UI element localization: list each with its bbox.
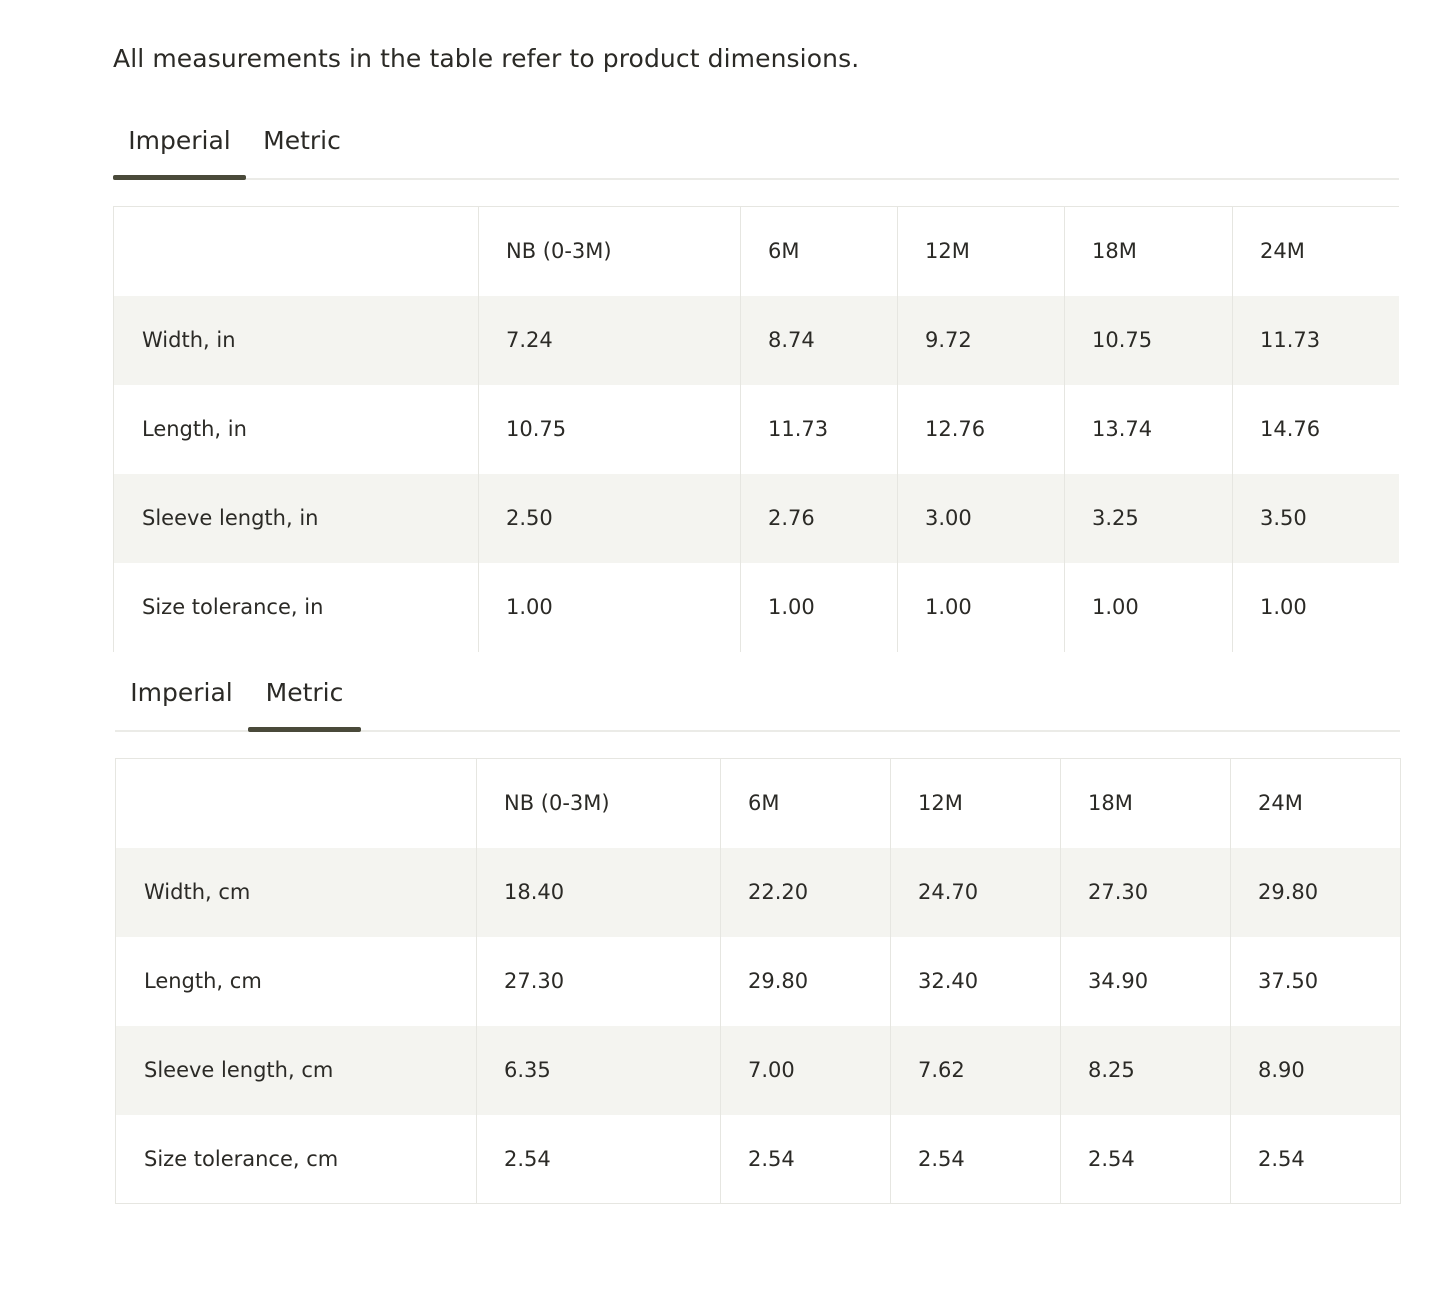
table-cell: 22.20 [721, 848, 891, 937]
table-cell: 18.40 [477, 848, 721, 937]
table-cell: 27.30 [477, 937, 721, 1026]
table-row [116, 1026, 1401, 1115]
table-header-row [116, 759, 1401, 848]
unit-tabs-imperial-section [113, 124, 1399, 180]
tab-imperial[interactable] [115, 676, 248, 730]
table-cell: 10.75 [479, 385, 741, 474]
tab-label: Imperial [130, 678, 233, 707]
table-cell: 2.76 [741, 474, 898, 563]
table-cell: 1.00 [898, 563, 1065, 652]
tab-label: Imperial [128, 126, 231, 155]
table-cell: 24.70 [891, 848, 1061, 937]
row-label: Sleeve length, cm [116, 1026, 477, 1115]
column-header: 24M [1231, 759, 1401, 848]
active-tab-underline [113, 175, 246, 180]
table-cell: 7.00 [721, 1026, 891, 1115]
row-label: Length, cm [116, 937, 477, 1026]
table-cell: 11.73 [741, 385, 898, 474]
row-label: Sleeve length, in [114, 474, 479, 563]
tab-label: Metric [265, 678, 344, 707]
table-cell: 32.40 [891, 937, 1061, 1026]
table-row [114, 474, 1400, 563]
table-cell: 2.54 [721, 1115, 891, 1204]
table-cell: 27.30 [1061, 848, 1231, 937]
column-header [114, 207, 479, 296]
column-header: 12M [898, 207, 1065, 296]
column-header: 18M [1065, 207, 1233, 296]
table-cell: 2.54 [1231, 1115, 1401, 1204]
table-row [114, 563, 1400, 652]
table-cell: 34.90 [1061, 937, 1231, 1026]
intro-text: All measurements in the table refer to product dimensions. [113, 44, 860, 73]
table-cell: 12.76 [898, 385, 1065, 474]
table-row [116, 1115, 1401, 1204]
table-cell: 2.50 [479, 474, 741, 563]
table-cell: 1.00 [1065, 563, 1233, 652]
table-cell: 6.35 [477, 1026, 721, 1115]
row-label: Width, cm [116, 848, 477, 937]
table-cell: 9.72 [898, 296, 1065, 385]
table-cell: 2.54 [891, 1115, 1061, 1204]
table-cell: 8.90 [1231, 1026, 1401, 1115]
table-row [114, 296, 1400, 385]
imperial-table-viewport [113, 206, 1399, 653]
row-label: Width, in [114, 296, 479, 385]
table-cell: 14.76 [1233, 385, 1400, 474]
column-header: NB (0-3M) [479, 207, 741, 296]
column-header [116, 759, 477, 848]
row-label: Size tolerance, in [114, 563, 479, 652]
table-cell: 37.50 [1231, 937, 1401, 1026]
table-cell: 3.25 [1065, 474, 1233, 563]
table-cell: 1.00 [741, 563, 898, 652]
row-label: Length, in [114, 385, 479, 474]
unit-tabs-metric-section [115, 676, 1400, 732]
table-cell: 3.00 [898, 474, 1065, 563]
tab-imperial[interactable] [113, 124, 246, 178]
table-cell: 11.73 [1233, 296, 1400, 385]
column-header: NB (0-3M) [477, 759, 721, 848]
table-cell: 10.75 [1065, 296, 1233, 385]
table-cell: 1.00 [1233, 563, 1400, 652]
tab-label: Metric [263, 126, 341, 155]
column-header: 6M [741, 207, 898, 296]
column-header: 6M [721, 759, 891, 848]
imperial-size-table [113, 206, 1399, 652]
table-cell: 7.62 [891, 1026, 1061, 1115]
column-header: 18M [1061, 759, 1231, 848]
table-row [114, 385, 1400, 474]
table-row [116, 848, 1401, 937]
tab-metric[interactable] [246, 124, 358, 178]
table-cell: 13.74 [1065, 385, 1233, 474]
column-header: 24M [1233, 207, 1400, 296]
table-cell: 8.74 [741, 296, 898, 385]
table-cell: 3.50 [1233, 474, 1400, 563]
table-cell: 2.54 [477, 1115, 721, 1204]
table-cell: 8.25 [1061, 1026, 1231, 1115]
table-row [116, 937, 1401, 1026]
table-cell: 7.24 [479, 296, 741, 385]
table-cell: 2.54 [1061, 1115, 1231, 1204]
table-cell: 29.80 [721, 937, 891, 1026]
tab-metric[interactable] [248, 676, 361, 730]
metric-size-table [115, 758, 1401, 1204]
table-header-row [114, 207, 1400, 296]
table-cell: 29.80 [1231, 848, 1401, 937]
active-tab-underline [248, 727, 361, 732]
column-header: 12M [891, 759, 1061, 848]
row-label: Size tolerance, cm [116, 1115, 477, 1204]
table-cell: 1.00 [479, 563, 741, 652]
